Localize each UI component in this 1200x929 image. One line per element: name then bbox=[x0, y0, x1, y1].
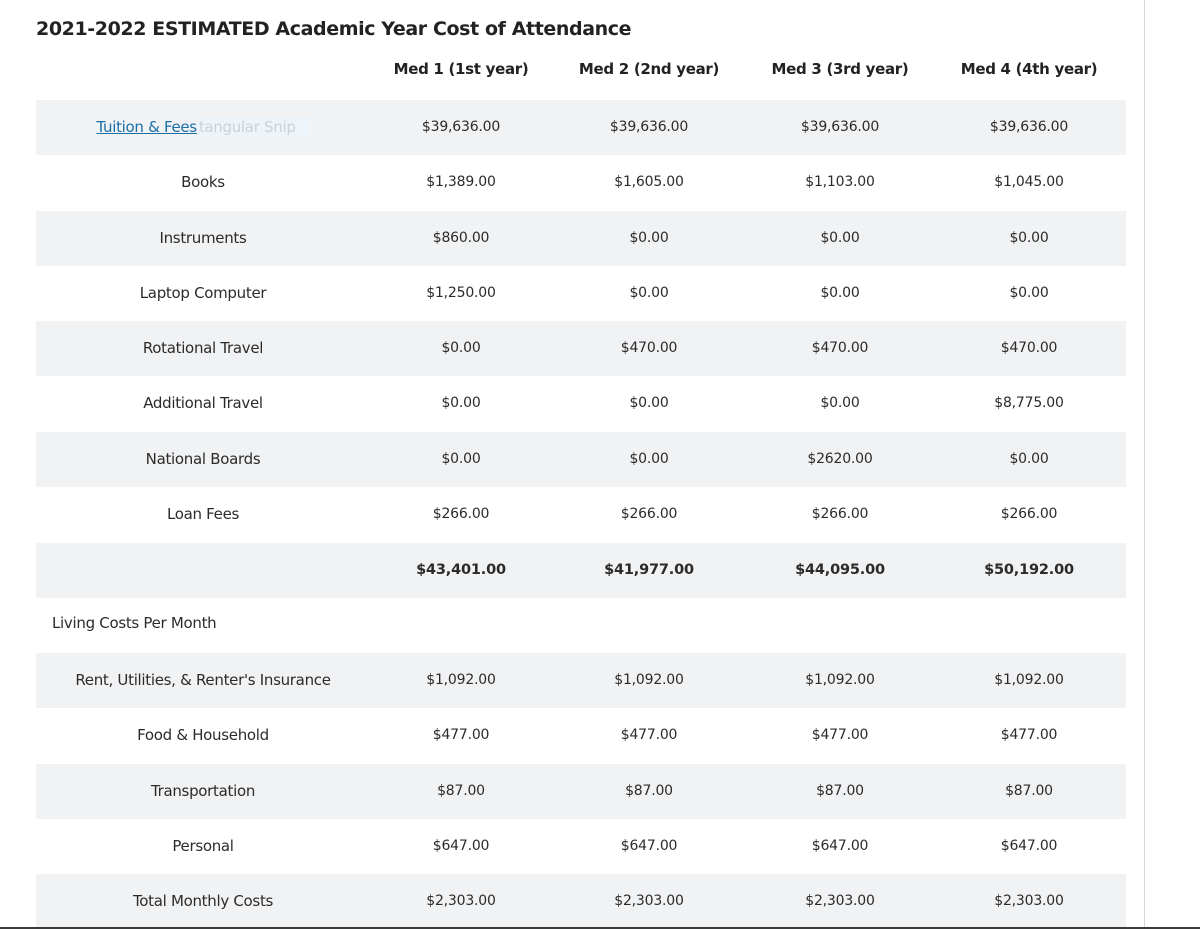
table-row-rotational-travel bbox=[36, 321, 1126, 376]
row-label: Books bbox=[181, 173, 225, 191]
table-cell: $266.00 bbox=[620, 506, 678, 522]
table-cell: $1,605.00 bbox=[614, 174, 684, 190]
table-cell: $266.00 bbox=[432, 506, 490, 522]
table-cell: $0.00 bbox=[820, 230, 860, 246]
row-label: Transportation bbox=[150, 782, 256, 800]
table-row-national-boards bbox=[36, 432, 1126, 487]
table-cell: $0.00 bbox=[441, 395, 481, 411]
table-cell: $477.00 bbox=[811, 727, 869, 743]
table-cell: $2,303.00 bbox=[994, 893, 1064, 909]
living-costs-heading: Living Costs Per Month bbox=[52, 614, 217, 632]
row-label: Loan Fees bbox=[166, 505, 240, 523]
column-header-med3: Med 3 (3rd year) bbox=[771, 60, 909, 78]
row-label: Instruments bbox=[159, 229, 247, 247]
table-cell: $39,636.00 bbox=[421, 119, 501, 135]
table-cell: $0.00 bbox=[629, 285, 669, 301]
table-cell: $0.00 bbox=[820, 395, 860, 411]
table-cell: $0.00 bbox=[820, 285, 860, 301]
table-cell: $647.00 bbox=[620, 838, 678, 854]
table-cell: $0.00 bbox=[629, 451, 669, 467]
table-cell: $860.00 bbox=[432, 230, 490, 246]
table-cell: $1,092.00 bbox=[426, 672, 496, 688]
total-cell: $44,095.00 bbox=[795, 562, 885, 578]
table-cell: $1,092.00 bbox=[614, 672, 684, 688]
row-label: Total Monthly Costs bbox=[132, 892, 274, 910]
table-cell: $87.00 bbox=[625, 783, 673, 799]
table-row-laptop bbox=[36, 266, 1126, 321]
table-cell: $87.00 bbox=[1005, 783, 1053, 799]
table-cell: $647.00 bbox=[1000, 838, 1058, 854]
row-label: Additional Travel bbox=[143, 394, 263, 412]
table-row-books bbox=[36, 155, 1126, 210]
table-cell: $266.00 bbox=[811, 506, 869, 522]
table-row-food bbox=[36, 708, 1126, 763]
table-row-transportation bbox=[36, 764, 1126, 819]
table-cell: $470.00 bbox=[620, 340, 678, 356]
table-cell: $2,303.00 bbox=[805, 893, 875, 909]
table-cell: $0.00 bbox=[1009, 451, 1049, 467]
table-cell: $0.00 bbox=[629, 395, 669, 411]
snip-overlay-text: tangular Snip bbox=[197, 117, 310, 137]
table-cell: $477.00 bbox=[620, 727, 678, 743]
table-cell: $0.00 bbox=[441, 451, 481, 467]
table-cell: $39,636.00 bbox=[800, 119, 880, 135]
row-label-tuition bbox=[36, 100, 370, 155]
table-cell: $477.00 bbox=[432, 727, 490, 743]
table-cell: $1,045.00 bbox=[994, 174, 1064, 190]
table-cell: $0.00 bbox=[441, 340, 481, 356]
table-cell: $1,092.00 bbox=[805, 672, 875, 688]
table-cell: $470.00 bbox=[811, 340, 869, 356]
table-cell: $0.00 bbox=[1009, 230, 1049, 246]
column-header-med1: Med 1 (1st year) bbox=[393, 60, 529, 78]
table-cell: $2,303.00 bbox=[426, 893, 496, 909]
table-cell: $1,092.00 bbox=[994, 672, 1064, 688]
column-header-med2: Med 2 (2nd year) bbox=[578, 60, 720, 78]
table-cell: $87.00 bbox=[437, 783, 485, 799]
table-cell: $0.00 bbox=[629, 230, 669, 246]
table-cell: $0.00 bbox=[1009, 285, 1049, 301]
table-cell: $2620.00 bbox=[807, 451, 873, 467]
table-row-additional-travel bbox=[36, 376, 1126, 431]
table-row-tuition bbox=[36, 100, 1126, 155]
table-cell: $647.00 bbox=[432, 838, 490, 854]
table-row-loan-fees bbox=[36, 487, 1126, 542]
table-cell: $8,775.00 bbox=[994, 395, 1064, 411]
total-cell: $41,977.00 bbox=[604, 562, 694, 578]
table-cell: $1,103.00 bbox=[805, 174, 875, 190]
total-cell: $50,192.00 bbox=[984, 562, 1074, 578]
tuition-fees-link[interactable]: Tuition & Fees bbox=[96, 118, 197, 136]
row-label: Rent, Utilities, & Renter's Insurance bbox=[75, 671, 331, 689]
row-label: Food & Household bbox=[137, 726, 269, 744]
table-cell: $87.00 bbox=[816, 783, 864, 799]
table-row-rent bbox=[36, 653, 1126, 708]
page-title: 2021-2022 ESTIMATED Academic Year Cost of Attendance bbox=[36, 18, 632, 40]
table-cell: $2,303.00 bbox=[614, 893, 684, 909]
panel-divider bbox=[1144, 0, 1145, 929]
table-cell: $39,636.00 bbox=[609, 119, 689, 135]
table-row-instruments bbox=[36, 211, 1126, 266]
table-cell: $470.00 bbox=[1000, 340, 1058, 356]
table-cell: $39,636.00 bbox=[989, 119, 1069, 135]
row-label: Personal bbox=[172, 837, 234, 855]
table-row-academic-total bbox=[36, 543, 1126, 598]
table-cell: $266.00 bbox=[1000, 506, 1058, 522]
row-label: Laptop Computer bbox=[139, 284, 267, 302]
total-cell: $43,401.00 bbox=[416, 562, 506, 578]
column-header-med4: Med 4 (4th year) bbox=[960, 60, 1098, 78]
table-row-total-monthly bbox=[36, 874, 1126, 929]
table-cell: $477.00 bbox=[1000, 727, 1058, 743]
table-cell: $1,250.00 bbox=[426, 285, 496, 301]
row-label: Rotational Travel bbox=[142, 339, 264, 357]
table-row-personal bbox=[36, 819, 1126, 874]
table-cell: $647.00 bbox=[811, 838, 869, 854]
table-cell: $1,389.00 bbox=[426, 174, 496, 190]
table-header bbox=[36, 60, 1126, 88]
row-label: National Boards bbox=[145, 450, 261, 468]
